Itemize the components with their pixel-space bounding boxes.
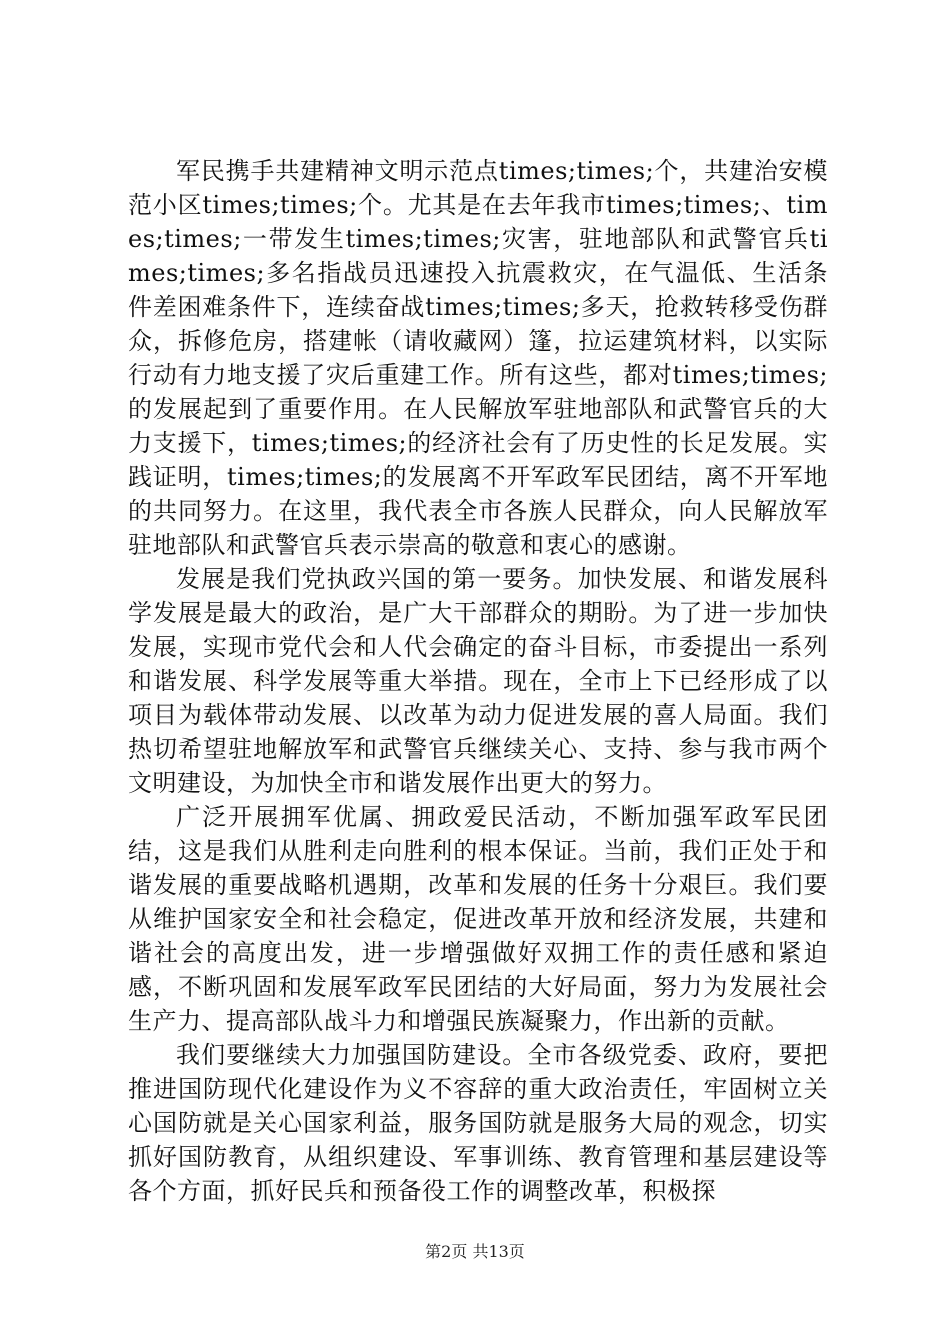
paragraph-3: 广泛开展拥军优属、拥政爱民活动，不断加强军政军民团结，这是我们从胜利走向胜利的根本保证。当前，我们正处于和谐发展的重要战略机遇期，改革和发展的任务十分艰巨。我们要从维护国家安全和社会稳定，促进改革开放和经济发展，共建和谐社会的高度出发，进一步增强做好双拥工作的责任感和紧迫感，不断巩固和发展军政军民团结的大好局面，努力为发展社会生产力、提高部队战斗力和增强民族凝聚力，作出新的贡献。 bbox=[128, 803, 828, 1035]
document-body bbox=[128, 154, 828, 1208]
paragraph-1: 军民携手共建精神文明示范点times;times;个，共建治安模范小区times;times;个。尤其是在去年我市times;times;、times;times;一带发生times;times;灾害，驻地部队和武警官兵times;times;多名指战员迅速投入抗震救灾，在气温低、生活条件差困难条件下，连续奋战times;times;多天，抢救转移受伤群众，拆修危房，搭建帐（请收藏网）篷，拉运建筑材料，以实际行动有力地支援了灾后重建工作。所有这些，都对times;times;的发展起到了重要作用。在人民解放军驻地部队和武警官兵的大力支援下，times;times;的经济社会有了历史性的长足发展。实践证明，times;times;的发展离不开军政军民团结，离不开军地的共同努力。在这里，我代表全市各族人民群众，向人民解放军驻地部队和武警官兵表示崇高的敬意和衷心的感谢。 bbox=[128, 157, 828, 559]
paragraph-2: 发展是我们党执政兴国的第一要务。加快发展、和谐发展科学发展是最大的政治，是广大干部群众的期盼。为了进一步加快发展，实现市党代会和人代会确定的奋斗目标，市委提出一系列和谐发展、科学发展等重大举措。现在，全市上下已经形成了以项目为载体带动发展、以改革为动力促进发展的喜人局面。我们热切希望驻地解放军和武警官兵继续关心、支持、参与我市两个文明建设，为加快全市和谐发展作出更大的努力。 bbox=[128, 565, 828, 797]
paragraph-4: 我们要继续大力加强国防建设。全市各级党委、政府，要把推进国防现代化建设作为义不容辞的重大政治责任，牢固树立关心国防就是关心国家利益，服务国防就是服务大局的观念，切实抓好国防教育，从组织建设、军事训练、教育管理和基层建设等各个方面，抓好民兵和预备役工作的调整改革，积极探 bbox=[128, 1041, 828, 1205]
page-footer: 第2页 共13页 bbox=[425, 1242, 525, 1261]
